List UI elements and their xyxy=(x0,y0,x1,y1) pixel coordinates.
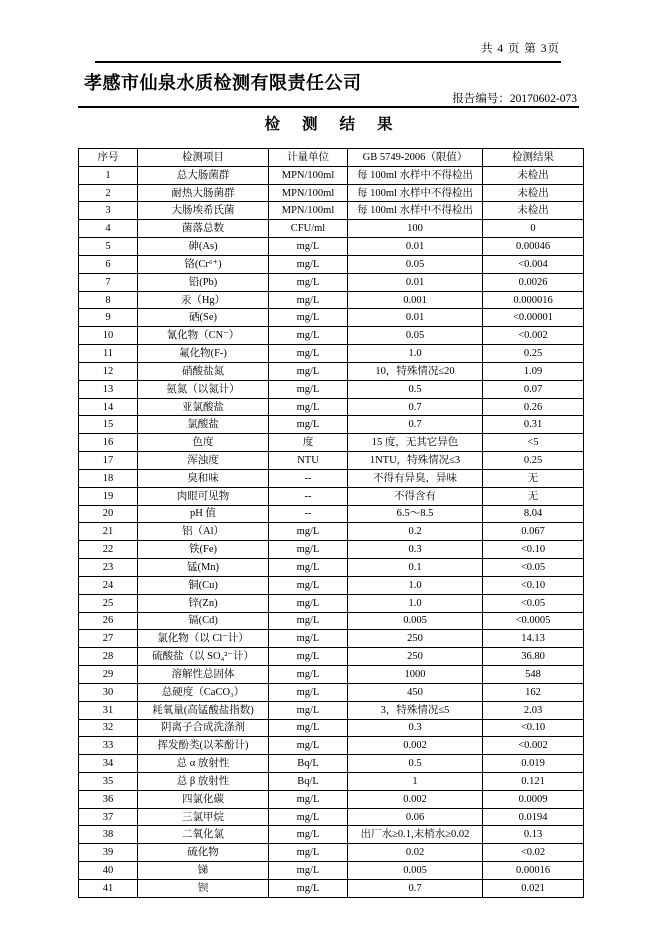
table-row xyxy=(79,612,584,630)
table-row xyxy=(79,594,584,612)
cell-item: 氨氮（以氮计） xyxy=(138,380,269,398)
column-header-item: 检测项目 xyxy=(138,149,269,167)
table-row xyxy=(79,505,584,523)
table-row xyxy=(79,416,584,434)
table-row xyxy=(79,701,584,719)
cell-limit: 0.7 xyxy=(348,398,483,416)
cell-limit: 0.05 xyxy=(348,255,483,273)
cell-item: 氯化物（以 Cl⁻计） xyxy=(138,630,269,648)
cell-index: 40 xyxy=(79,862,138,880)
cell-index: 38 xyxy=(79,826,138,844)
cell-limit: 3，特殊情况≤5 xyxy=(348,701,483,719)
cell-item: 硒(Se) xyxy=(138,309,269,327)
cell-item: 铝（Al） xyxy=(138,523,269,541)
cell-item: pH 值 xyxy=(138,505,269,523)
cell-item: 锌(Zn) xyxy=(138,594,269,612)
table-row xyxy=(79,630,584,648)
cell-result: 0.26 xyxy=(483,398,584,416)
cell-index: 7 xyxy=(79,273,138,291)
table-row xyxy=(79,487,584,505)
table-row xyxy=(79,772,584,790)
cell-result: <0.10 xyxy=(483,541,584,559)
cell-item: 总 β 放射性 xyxy=(138,772,269,790)
cell-item: 氯酸盐 xyxy=(138,416,269,434)
cell-limit: 每 100ml 水样中不得检出 xyxy=(348,184,483,202)
cell-limit: 0.3 xyxy=(348,719,483,737)
report-number-line xyxy=(452,90,577,106)
cell-result: <0.004 xyxy=(483,255,584,273)
cell-limit: 250 xyxy=(348,648,483,666)
table-row xyxy=(79,452,584,470)
cell-result: <0.002 xyxy=(483,327,584,345)
table-row xyxy=(79,826,584,844)
table-row xyxy=(79,380,584,398)
cell-result: 0.000016 xyxy=(483,291,584,309)
cell-index: 10 xyxy=(79,327,138,345)
table-row xyxy=(79,469,584,487)
cell-item: 总硬度（CaCO₃） xyxy=(138,683,269,701)
table-row xyxy=(79,327,584,345)
table-row xyxy=(79,541,584,559)
cell-limit: 1.0 xyxy=(348,345,483,363)
column-header-limit: GB 5749-2006（限值） xyxy=(348,149,483,167)
cell-limit: 0.02 xyxy=(348,844,483,862)
cell-result: 0.019 xyxy=(483,755,584,773)
cell-index: 32 xyxy=(79,719,138,737)
cell-result: 0.00046 xyxy=(483,238,584,256)
cell-index: 1 xyxy=(79,166,138,184)
cell-result: 0.067 xyxy=(483,523,584,541)
table-row xyxy=(79,808,584,826)
cell-result: 0.0009 xyxy=(483,790,584,808)
cell-limit: 250 xyxy=(348,630,483,648)
cell-result: 0 xyxy=(483,220,584,238)
cell-limit: 不得含有 xyxy=(348,487,483,505)
cell-item: 镉(Cd) xyxy=(138,612,269,630)
cell-unit: mg/L xyxy=(269,844,348,862)
cell-item: 肉眼可见物 xyxy=(138,487,269,505)
cell-index: 5 xyxy=(79,238,138,256)
cell-index: 37 xyxy=(79,808,138,826)
cell-index: 27 xyxy=(79,630,138,648)
cell-limit: 450 xyxy=(348,683,483,701)
cell-unit: mg/L xyxy=(269,559,348,577)
cell-item: 大肠埃希氏菌 xyxy=(138,202,269,220)
table-row xyxy=(79,879,584,897)
cell-result: 548 xyxy=(483,666,584,684)
column-header-result: 检测结果 xyxy=(483,149,584,167)
results-table xyxy=(78,148,584,898)
cell-unit: mg/L xyxy=(269,380,348,398)
cell-unit: mg/L xyxy=(269,273,348,291)
cell-limit: 1NTU，特殊情况≤3 xyxy=(348,452,483,470)
table-row xyxy=(79,255,584,273)
table-row xyxy=(79,790,584,808)
report-number-value: 20170602-073 xyxy=(509,93,577,105)
cell-index: 13 xyxy=(79,380,138,398)
cell-limit: 0.01 xyxy=(348,309,483,327)
cell-unit: mg/L xyxy=(269,594,348,612)
cell-result: 162 xyxy=(483,683,584,701)
cell-index: 11 xyxy=(79,345,138,363)
cell-limit: 0.7 xyxy=(348,416,483,434)
cell-unit: mg/L xyxy=(269,666,348,684)
cell-unit: MPN/100ml xyxy=(269,166,348,184)
report-number-label: 报告编号： xyxy=(452,93,510,105)
cell-limit: 每 100ml 水样中不得检出 xyxy=(348,202,483,220)
cell-item: 铬(Cr⁶⁺) xyxy=(138,255,269,273)
table-row xyxy=(79,309,584,327)
cell-item: 汞（Hg） xyxy=(138,291,269,309)
cell-unit: Bq/L xyxy=(269,772,348,790)
cell-unit: mg/L xyxy=(269,345,348,363)
table-row xyxy=(79,184,584,202)
cell-item: 砷(As) xyxy=(138,238,269,256)
cell-unit: mg/L xyxy=(269,719,348,737)
cell-index: 21 xyxy=(79,523,138,541)
cell-limit: 0.001 xyxy=(348,291,483,309)
cell-result: 0.021 xyxy=(483,879,584,897)
table-row xyxy=(79,576,584,594)
cell-result: 0.0026 xyxy=(483,273,584,291)
cell-limit: 100 xyxy=(348,220,483,238)
table-row xyxy=(79,345,584,363)
cell-result: <0.0005 xyxy=(483,612,584,630)
cell-item: 二氧化氯 xyxy=(138,826,269,844)
cell-result: 36.80 xyxy=(483,648,584,666)
cell-unit: -- xyxy=(269,487,348,505)
cell-unit: mg/L xyxy=(269,879,348,897)
cell-item: 臭和味 xyxy=(138,469,269,487)
cell-result: 0.25 xyxy=(483,345,584,363)
cell-index: 35 xyxy=(79,772,138,790)
cell-unit: mg/L xyxy=(269,541,348,559)
cell-unit: mg/L xyxy=(269,309,348,327)
cell-item: 亚氯酸盐 xyxy=(138,398,269,416)
cell-unit: mg/L xyxy=(269,683,348,701)
cell-unit: mg/L xyxy=(269,576,348,594)
cell-index: 39 xyxy=(79,844,138,862)
cell-result: <0.05 xyxy=(483,594,584,612)
cell-unit: -- xyxy=(269,469,348,487)
table-row xyxy=(79,220,584,238)
cell-item: 锑 xyxy=(138,862,269,880)
cell-item: 氰化物（CN⁻） xyxy=(138,327,269,345)
cell-unit: MPN/100ml xyxy=(269,184,348,202)
cell-item: 耐热大肠菌群 xyxy=(138,184,269,202)
cell-index: 28 xyxy=(79,648,138,666)
cell-unit: mg/L xyxy=(269,362,348,380)
cell-unit: mg/L xyxy=(269,523,348,541)
cell-unit: mg/L xyxy=(269,255,348,273)
cell-index: 26 xyxy=(79,612,138,630)
table-row xyxy=(79,398,584,416)
cell-limit: 1.0 xyxy=(348,576,483,594)
cell-limit: 1000 xyxy=(348,666,483,684)
cell-index: 30 xyxy=(79,683,138,701)
cell-unit: MPN/100ml xyxy=(269,202,348,220)
cell-index: 31 xyxy=(79,701,138,719)
header-bottom-rule xyxy=(78,106,579,108)
cell-item: 总大肠菌群 xyxy=(138,166,269,184)
cell-result: 2.03 xyxy=(483,701,584,719)
cell-index: 23 xyxy=(79,559,138,577)
cell-index: 9 xyxy=(79,309,138,327)
cell-result: 无 xyxy=(483,469,584,487)
cell-index: 15 xyxy=(79,416,138,434)
cell-result: 0.25 xyxy=(483,452,584,470)
cell-item: 挥发酚类(以苯酚计) xyxy=(138,737,269,755)
cell-item: 铜(Cu) xyxy=(138,576,269,594)
cell-result: <0.10 xyxy=(483,719,584,737)
cell-unit: mg/L xyxy=(269,701,348,719)
cell-result: <5 xyxy=(483,434,584,452)
table-row xyxy=(79,683,584,701)
cell-result: 未检出 xyxy=(483,166,584,184)
cell-limit: 0.2 xyxy=(348,523,483,541)
cell-limit: 1 xyxy=(348,772,483,790)
cell-limit: 6.5～8.5 xyxy=(348,505,483,523)
page-number: 共 4 页 第 3页 xyxy=(481,43,560,55)
document-title: 检测结果 xyxy=(264,116,415,133)
table-row xyxy=(79,559,584,577)
cell-unit: mg/L xyxy=(269,238,348,256)
cell-limit: 0.005 xyxy=(348,612,483,630)
cell-result: <0.10 xyxy=(483,576,584,594)
cell-index: 22 xyxy=(79,541,138,559)
cell-result: 0.13 xyxy=(483,826,584,844)
column-header-unit: 计量单位 xyxy=(269,149,348,167)
cell-result: <0.002 xyxy=(483,737,584,755)
cell-limit: 0.7 xyxy=(348,879,483,897)
cell-limit: 0.5 xyxy=(348,380,483,398)
cell-unit: CFU/ml xyxy=(269,220,348,238)
cell-result: 14.13 xyxy=(483,630,584,648)
cell-result: 未检出 xyxy=(483,202,584,220)
cell-item: 色度 xyxy=(138,434,269,452)
cell-item: 菌落总数 xyxy=(138,220,269,238)
cell-item: 硝酸盐氮 xyxy=(138,362,269,380)
table-row xyxy=(79,362,584,380)
company-name: 孝感市仙泉水质检测有限责任公司 xyxy=(84,73,362,93)
cell-item: 铅(Pb) xyxy=(138,273,269,291)
cell-item: 铁(Fe) xyxy=(138,541,269,559)
cell-index: 24 xyxy=(79,576,138,594)
cell-index: 2 xyxy=(79,184,138,202)
cell-limit: 每 100ml 水样中不得检出 xyxy=(348,166,483,184)
table-row xyxy=(79,719,584,737)
cell-item: 阴离子合成洗涤剂 xyxy=(138,719,269,737)
cell-limit: 0.002 xyxy=(348,790,483,808)
cell-unit: mg/L xyxy=(269,826,348,844)
cell-item: 硫酸盐（以 SO₄²⁻计） xyxy=(138,648,269,666)
cell-item: 氟化物(F-) xyxy=(138,345,269,363)
cell-unit: mg/L xyxy=(269,862,348,880)
cell-index: 33 xyxy=(79,737,138,755)
cell-result: <0.00001 xyxy=(483,309,584,327)
cell-unit: 度 xyxy=(269,434,348,452)
cell-unit: Bq/L xyxy=(269,755,348,773)
cell-limit: 0.05 xyxy=(348,327,483,345)
cell-unit: mg/L xyxy=(269,790,348,808)
cell-limit: 1.0 xyxy=(348,594,483,612)
cell-index: 34 xyxy=(79,755,138,773)
cell-result: 未检出 xyxy=(483,184,584,202)
cell-limit: 15 度，无其它异色 xyxy=(348,434,483,452)
table-row xyxy=(79,238,584,256)
cell-limit: 0.5 xyxy=(348,755,483,773)
cell-index: 17 xyxy=(79,452,138,470)
table-row xyxy=(79,755,584,773)
table-row xyxy=(79,434,584,452)
cell-unit: mg/L xyxy=(269,416,348,434)
results-table-body xyxy=(79,166,584,897)
cell-item: 浑浊度 xyxy=(138,452,269,470)
cell-result: 1.09 xyxy=(483,362,584,380)
table-row xyxy=(79,523,584,541)
cell-limit: 0.002 xyxy=(348,737,483,755)
cell-item: 溶解性总固体 xyxy=(138,666,269,684)
cell-index: 4 xyxy=(79,220,138,238)
cell-index: 20 xyxy=(79,505,138,523)
table-row xyxy=(79,273,584,291)
cell-unit: mg/L xyxy=(269,808,348,826)
cell-index: 36 xyxy=(79,790,138,808)
table-row xyxy=(79,166,584,184)
column-header-index: 序号 xyxy=(79,149,138,167)
cell-index: 8 xyxy=(79,291,138,309)
cell-unit: mg/L xyxy=(269,612,348,630)
cell-limit: 0.3 xyxy=(348,541,483,559)
cell-unit: mg/L xyxy=(269,737,348,755)
cell-result: 0.31 xyxy=(483,416,584,434)
cell-item: 钡 xyxy=(138,879,269,897)
cell-result: 0.00016 xyxy=(483,862,584,880)
cell-item: 锰(Mn) xyxy=(138,559,269,577)
cell-index: 41 xyxy=(79,879,138,897)
cell-unit: NTU xyxy=(269,452,348,470)
table-row xyxy=(79,291,584,309)
cell-limit: 10，特殊情况≤20 xyxy=(348,362,483,380)
cell-limit: 出厂水≥0.1,末梢水≥0.02 xyxy=(348,826,483,844)
cell-result: 8.04 xyxy=(483,505,584,523)
cell-item: 三氯甲烷 xyxy=(138,808,269,826)
cell-item: 耗氧量(高锰酸盐指数) xyxy=(138,701,269,719)
cell-unit: mg/L xyxy=(269,291,348,309)
cell-limit: 0.06 xyxy=(348,808,483,826)
table-row xyxy=(79,202,584,220)
cell-unit: mg/L xyxy=(269,630,348,648)
table-row xyxy=(79,844,584,862)
cell-index: 16 xyxy=(79,434,138,452)
cell-index: 14 xyxy=(79,398,138,416)
cell-limit: 0.01 xyxy=(348,273,483,291)
table-row xyxy=(79,737,584,755)
cell-limit: 不得有异臭，异味 xyxy=(348,469,483,487)
cell-result: 0.0194 xyxy=(483,808,584,826)
cell-index: 29 xyxy=(79,666,138,684)
cell-index: 12 xyxy=(79,362,138,380)
cell-result: 无 xyxy=(483,487,584,505)
cell-index: 19 xyxy=(79,487,138,505)
table-row xyxy=(79,666,584,684)
cell-result: <0.05 xyxy=(483,559,584,577)
cell-index: 6 xyxy=(79,255,138,273)
cell-result: <0.02 xyxy=(483,844,584,862)
cell-unit: mg/L xyxy=(269,398,348,416)
cell-item: 总 α 放射性 xyxy=(138,755,269,773)
cell-unit: mg/L xyxy=(269,648,348,666)
cell-limit: 0.005 xyxy=(348,862,483,880)
cell-index: 18 xyxy=(79,469,138,487)
cell-item: 四氯化碳 xyxy=(138,790,269,808)
table-row xyxy=(79,862,584,880)
cell-limit: 0.1 xyxy=(348,559,483,577)
cell-limit: 0.01 xyxy=(348,238,483,256)
cell-index: 25 xyxy=(79,594,138,612)
table-row xyxy=(79,648,584,666)
cell-unit: -- xyxy=(269,505,348,523)
cell-result: 0.121 xyxy=(483,772,584,790)
cell-result: 0.07 xyxy=(483,380,584,398)
cell-index: 3 xyxy=(79,202,138,220)
table-header-row xyxy=(79,149,584,167)
cell-unit: mg/L xyxy=(269,327,348,345)
cell-item: 硫化物 xyxy=(138,844,269,862)
header-top-rule xyxy=(95,61,561,63)
